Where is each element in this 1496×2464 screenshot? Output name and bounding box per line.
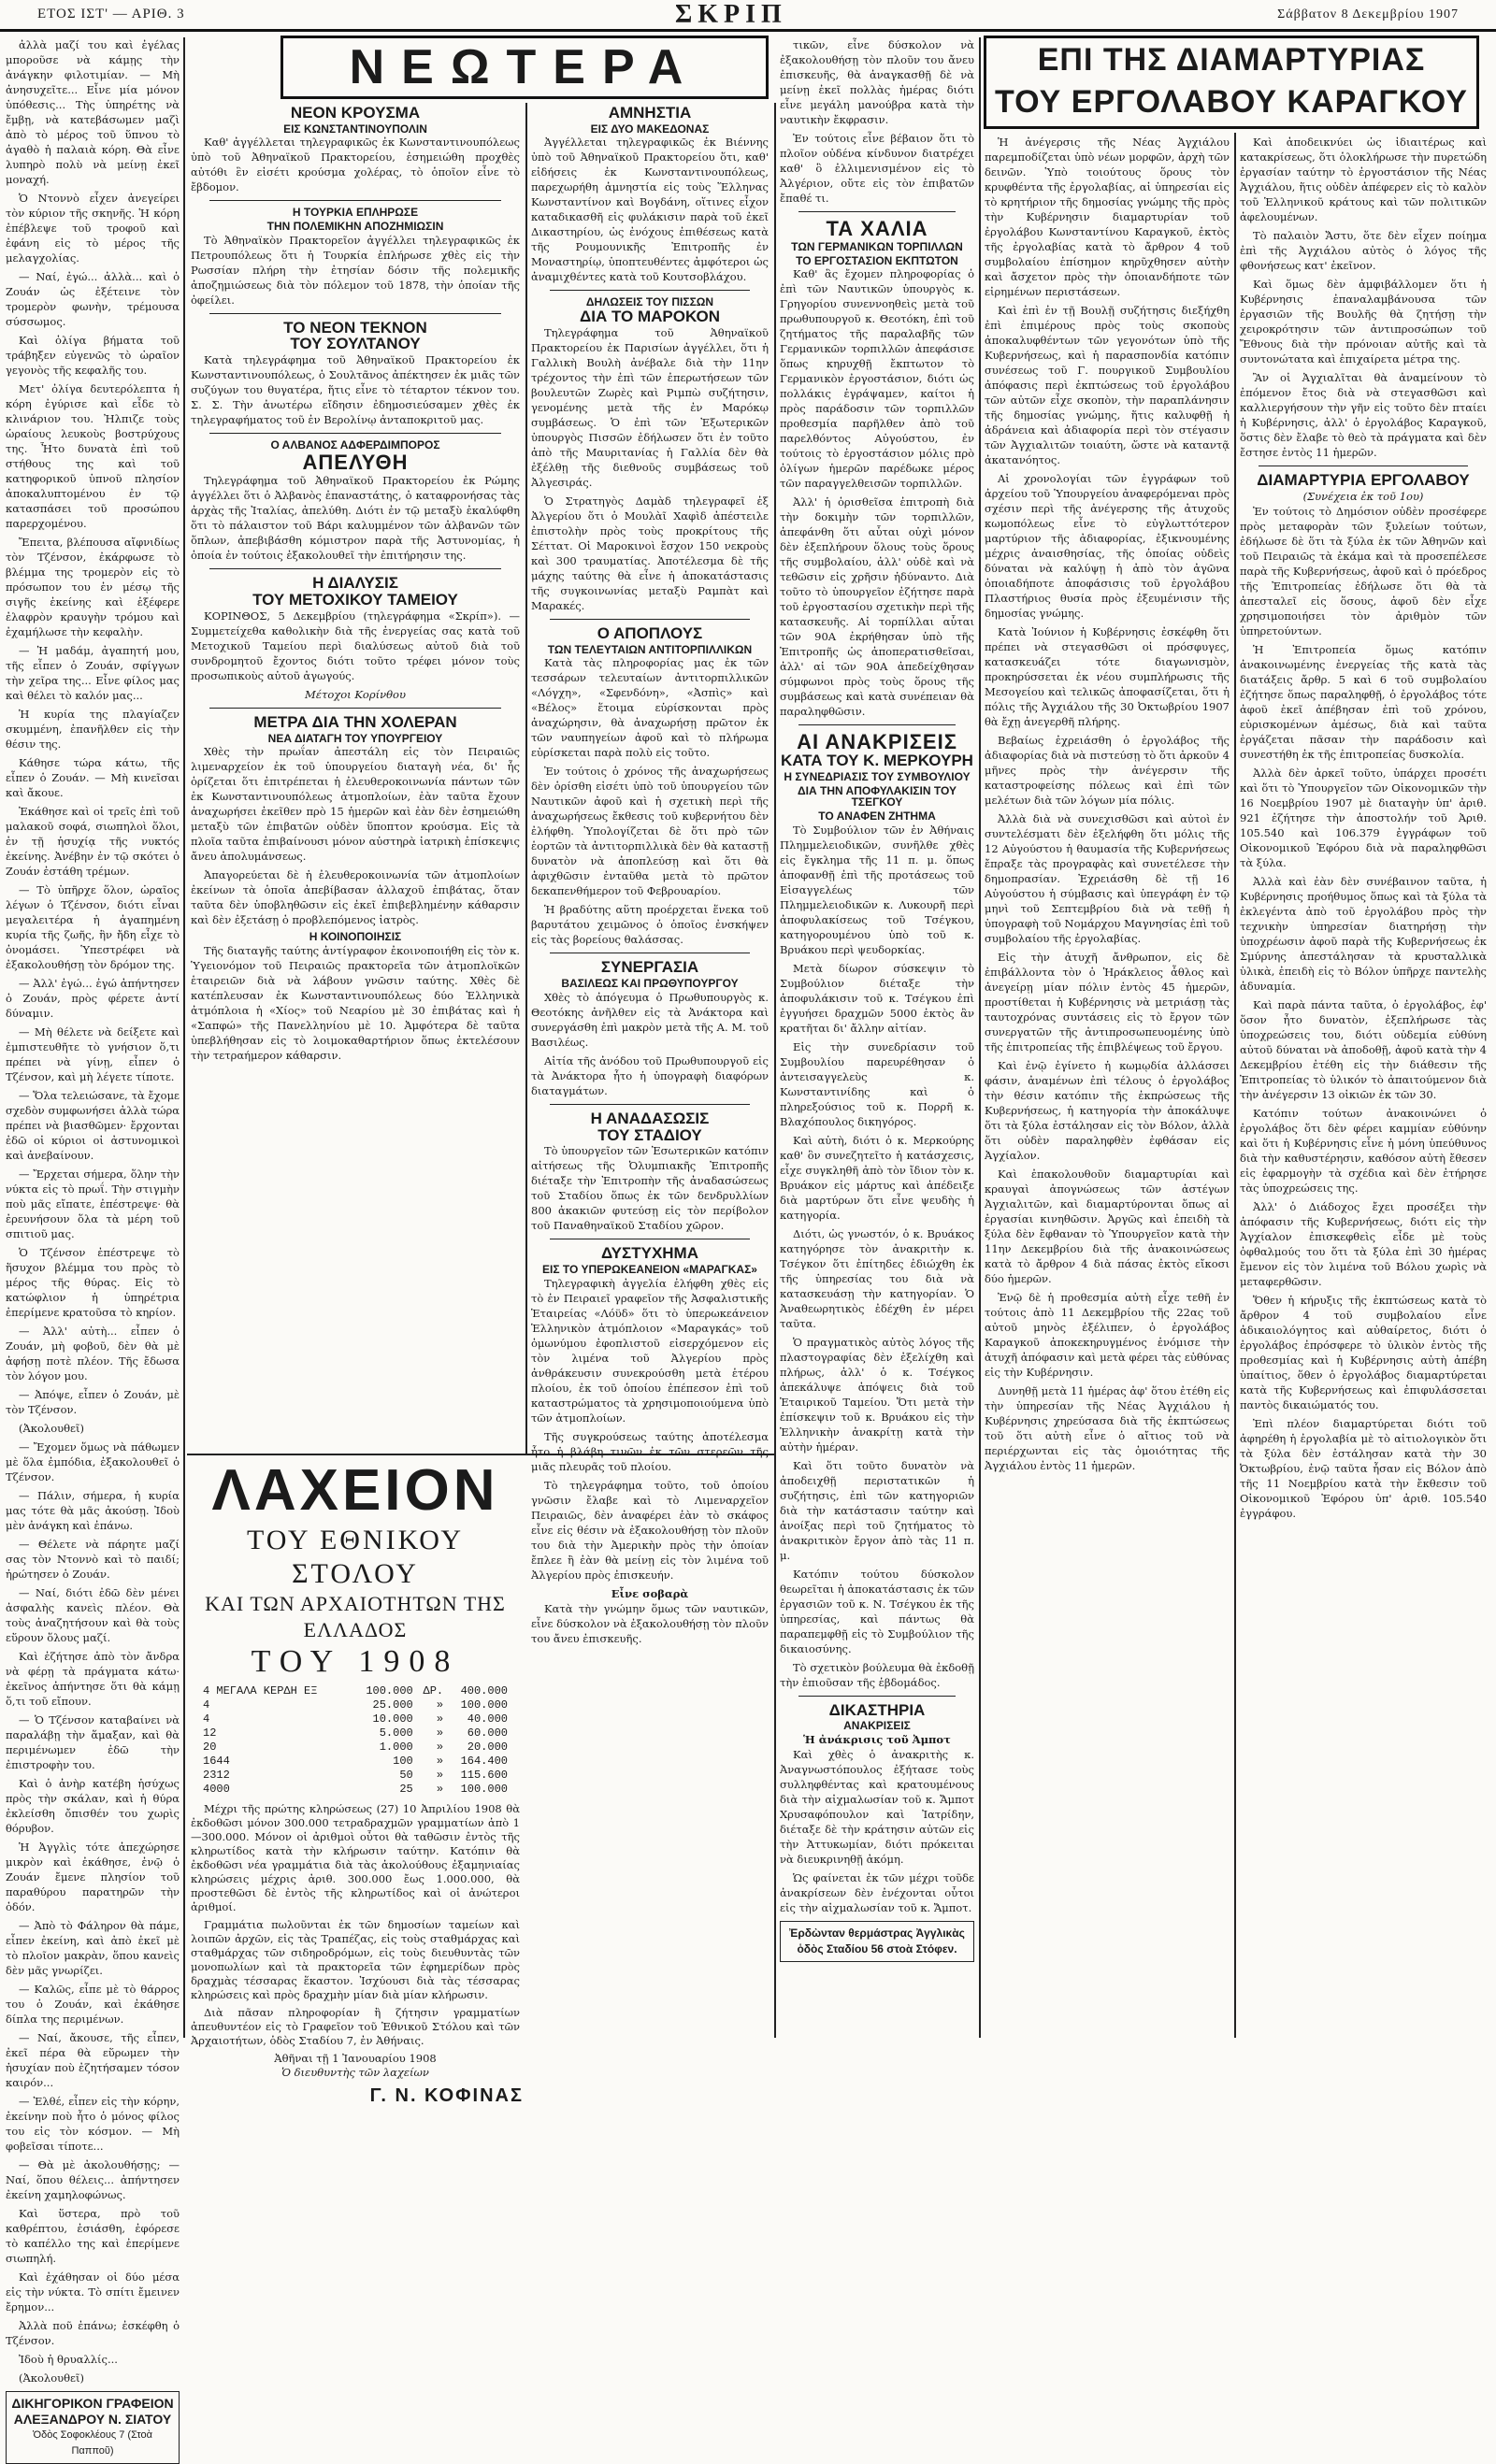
prize-row (201, 1769, 510, 1783)
prize-row (201, 1684, 510, 1698)
prize-cell: » (436, 1698, 444, 1712)
article-text: Δυνηθῇ μετὰ 11 ἡμέρας ἀφ' ὅτου ἐτέθη εἰς τὴν ὑπηρεσίαν τῆς Νέας Ἀγχιάλου ἡ Κυβέρνησις χηρεύσασα διὰ τῆς ἐκπτώσεως τοῦ ὅτι αὐτὴ εἶνε ὁ αἴτιος τοῦ νὰ περιέρχωνται εἰς τὰς ὁμοιότητας τῆς Ἀγχιάλου ἐντὸς 11 ἡμερῶν. (985, 1384, 1230, 1472)
article-text: Τὸ τηλεγράφημα τοῦτο, τοῦ ὁποίου γνῶσιν ἔλαβε καὶ τὸ Λιμεναρχεῖον Πειραιῶς, δὲν ἀναφέρει ἐὰν τὸ σκάφος εἶνε εἰς θέσιν νὰ ἐξακολουθήσῃ τὸν πλοῦν του διὰ τὴν Ἀμερικὴν πρὸς τὴν ὁποίαν ἔπλεε ἢ ἐὰν θὰ μείνῃ εἰς τὸν λιμένα τοῦ Ἀλγερίου πρὸς ἐπισκευήν. (531, 1478, 769, 1582)
feuilleton-paragraph: Ἡ Ἀγγλὶς τότε ἀπεχώρησε μικρὸν καὶ ἐκάθησε, ἐνῷ ὁ Ζουάν ἔμενε πλησίον τοῦ παραθύρου παρατηρῶν τὴν ὁδόν. (6, 1841, 180, 1913)
prize-row (201, 1712, 510, 1726)
article-text: Ἐν τούτοις τὸ Δημόσιον οὐδὲν προσέφερε πρὸς μεταφορὰν τῶν ξυλείων τούτων, ἐδήλωσε δὲ ὅτι τὰ ξύλα ἐκ τῶν Ἀθηνῶν καὶ τοῦ Πειραιῶς τὰ ἐκάμα καὶ τὰ προσεπέλεσε παρὰ τῆς Κυβερνήσεως, ἀφοῦ καὶ ὁ πρόεδρος τῆς Ἐπιτροπείας ἐδήλωσε ὅτι θὰ τὰ ἀπεσταλεῖ εἰς ὅσους, ἀφοῦ δὲν εἶχε χρησιμοποιήσει τὸν ἀριθμὸν τῶν ὑπηρετούντων. (1240, 504, 1487, 637)
prize-cell: 25 (399, 1783, 413, 1796)
article-text: Ἀπαγορεύεται δὲ ἡ ἐλευθεροκοινωνία τῶν ἀτμοπλοίων ἐκείνων τὰ ὁποῖα ἀπεβίβασαν ἀλλαχοῦ ἐπιβάτας, ὅταν ταῦτα δὲν ὑποβληθῶσιν εἰς ἐκεῖ ἐπιβεβλημένην κάθαρσιν καὶ δὲν ἐξετάσῃ ὁ προβλεπόμενος ἰατρὸς. (191, 868, 520, 927)
headline: ΣΥΝΕΡΓΑΣΙΑ (600, 958, 699, 977)
prize-cell: 10.000 (372, 1712, 413, 1726)
headline: ΤΟ ΝΕΟΝ ΤΕΚΝΟΝ (283, 318, 427, 337)
subheadline: ΑΠΕΛΥΘΗ (302, 450, 409, 474)
prize-cell: 4000 (203, 1783, 230, 1796)
prize-cell: » (436, 1726, 444, 1740)
feuilleton-paragraph: — Ναί, ἄκουσε, τῆς εἶπεν, ἐκεῖ πέρα θὰ εὕρωμεν τὴν ἡσυχίαν ποὺ ἐζητήσαμεν τόσον καιρόν... (6, 2031, 180, 2089)
article-text: Χθὲς τὴν πρωΐαν ἀπεστάλη εἰς τὸν Πειραιῶς λιμεναρχείον ἐκ τοῦ ὑπουργείου διαταγὴ νέα, δι' ἧς ὁρίζεται ὅτι ἐπιτρέπεται ἡ ἐλευθεροκοινωνία πάντων τῶν ἐκ Κωνσταντινουπόλεως ἀτμοπλοίων, ἐὰν ταῦτα ἔχουν ἀναχωρήσει ἐκεῖθεν πρὸ 15 ἡμερῶν καὶ ἐὰν δὲν ἐσημειώθη μεταξὺ τῶν ἐπιβατῶν οὐδὲν ὕποπτον κρούσμα. Εἰς τὰ πλοῖα ταῦτα ἐπιβαίνουσι μόνον αὐστηρὰ ἰατρικὴ ἐπίσκεψις ἄνευ ἀπολυμάνσεως. (191, 745, 520, 864)
headline: ΔΗΛΩΣΕΙΣ ΤΟΥ ΠΙΣΣΩΝ (585, 295, 714, 309)
headline: Η ΤΟΥΡΚΙΑ ΕΠΛΗΡΩΣΕ (292, 206, 419, 220)
article-text: Ἀγγέλλεται τηλεγραφικῶς ἐκ Βιέννης ὑπὸ τοῦ Ἀθηναϊκοῦ Πρακτορείου ὅτι, καθ' εἰδήσεις ἐκ Κωνσταντινουπόλεως, παρεχωρήθη ἀμνηστία εἰς τοὺς Ἕλληνας Κωνσταντίνον καὶ Βογδάνη, οἵτινες εἶχον καταδικασθῆ εἰς φυλάκισιν παρὰ τοῦ ἐκεῖ Δικαστηρίου, ὡς ἐνόχους ἐπιθέσεως κατὰ τῆς Ρουμουνικῆς Ἐπιτροπῆς ἐν Μοναστηρίῳ, ὑποπτευθέντες ἀμφότεροι ὡς ἀναμιχθέντες κατὰ τοῦ Κουτσοβλάχου. (531, 136, 769, 284)
article-separator (209, 708, 501, 709)
article-text: Ἡ Ἐπιτροπεία ὅμως κατόπιν ἀνακοινωμένης ἐνεργείας τῆς κατὰ τὰς διατάξεις ἄρθρ. 5 καὶ 6 τοῦ συμβολαίου ἐζήτησε ὅπως παραληφθῇ, ὁ ἐργολάβος τότε ἀφοῦ ἐκεῖ ἀπέβησαν ἐπὶ τοῦ χρόνου, εὑρισκομένων ἀμέσως, διὰ καὶ ταῦτα ἐργάζεται πᾶσαν τὴν παράδοσιν καὶ συνεστήθη ἐκ τῆς ἐπιτροπείας δυσκολία. (1240, 642, 1487, 761)
feuilleton-paragraph: — Μὴ θέλετε νὰ δείξετε καὶ ἐμπιστευθῆτε τὸ γνήσιον ὅ,τι πρέπει νὰ γίνῃ, εἶπεν ὁ Τζένσον, καὶ μὴ λέγετε τίποτε. (6, 1025, 180, 1083)
headline: ΤΑ ΧΑΛΙΑ (826, 217, 928, 240)
prize-row (201, 1741, 510, 1755)
subheadline: ΤΗΝ ΠΟΛΕΜΙΚΗΝ ΑΠΟΖΗΜΙΩΣΙΝ (266, 220, 444, 234)
stove-ad: Ἐρδὼνταν θερμάστρας Ἀγγλικὰς ὁδὸς Σταδίου 56 στοὰ Στόφεν. (780, 1921, 974, 1962)
article-subhead: Εἶνε σοβαρὰ (611, 1586, 689, 1600)
article-signature: Μέτοχοι Κορίνθου (305, 687, 406, 701)
article-text: Αἱ χρονολογίαι τῶν ἐγγράφων τοῦ ἀρχείου τοῦ Ὑπουργείου ἀναφερόμεναι πρὸς σχέσιν περὶ τῆς ἀνέγερσης τῆς ἀτυχοῦς κωμοπόλεως εἶνε τὸ εὐγλωττότερον μαρτύριον τῆς ἀδιαφορίας, ἐξικνουμένης μέχρις ἀναισθησίας, τῆς ὁποίας οὐδεὶς δύναται νὰ καλύψῃ ἡ ἀπὸ τὸν ἀγῶνα ὁποιαδήποτε ἀποφάσισις τοῦ ἐργολάβου Πλαστήριος θυσία πρὸς ἐξευμένισιν τῆς δημοσίας γνώμης. (985, 472, 1230, 620)
lottery-role: Ὁ διευθυντὴς τῶν λαχείων (281, 2066, 429, 2079)
subheadline: ΕΙΣ ΤΟ ΥΠΕΡΩΚΕΑΝΕΙΟΝ «ΜΑΡΑΓΚΑΣ» (542, 1263, 757, 1277)
masthead (0, 0, 1496, 32)
subheadline: ΚΑΤΑ ΤΟΥ Κ. ΜΕΡΚΟΥΡΗ (781, 752, 973, 770)
article-separator (798, 1696, 956, 1697)
article-separator (798, 211, 956, 212)
column-1-feuilleton (6, 37, 180, 2457)
headline: Η ΑΝΑΔΑΣΩΣΙΣ (590, 1109, 710, 1127)
prize-row (201, 1726, 510, 1741)
article-text: Τὸ Ἀθηναϊκὸν Πρακτορεῖον ἀγγέλλει τηλεγραφικῶς ἐκ Πετρουπόλεως ὅτι ἡ Τουρκία ἐπλήρωσε χθὲς εἰς τὴν Ρωσσίαν πλήρη τὴν ἐτησίαν δόσιν τῆς πολεμικῆς ἀποζημιώσεως διὰ τὸν πόλεμον τοῦ 1878, τὴν ὁποίαν τῆς ὀφείλει. (191, 233, 520, 307)
prize-cell: 1.000 (379, 1741, 413, 1754)
feuilleton-paragraph: — Ἔχομεν ὅμως νὰ πάθωμεν μὲ ὅλα ἐμπόδια, ἐξακολουθεῖ ὁ Τζένσον. (6, 1440, 180, 1483)
article-text: Ἀλλὰ καὶ ἐὰν δὲν συνέβαινον ταῦτα, ἡ Κυβέρνησις προήθυμος ὅπως καὶ τὰ ξύλα τὰ ἐκλεγέντα ἀπὸ τοῦ ἐργολάβου πρὸς τὴν τεχνικὴν ὑπηρεσίαν διατηρήσῃ τὴν ὑποχρέωσιν ἀφοῦ παρὰ τῆς Κυβερνήσεως ἐκ Σμύρνης ἀπεστάλησαν τὰ κρυσταλλικὰ ὑλικὰ, ἐπειδὴ εἰς τὸ Βόλον ὑπῆρχε παντελὴς ἀδυναμία. (1240, 874, 1487, 993)
lottery-subtitle: ΤΟΥ ΕΘΝΙΚΟΥ ΣΤΟΛΟΥ (246, 1525, 465, 1589)
prize-row (201, 1783, 510, 1797)
article-text: Καθ' ἃς ἔχομεν πληροφορίας ὁ ἐπὶ τῶν Ναυτικῶν ὑπουργὸς κ. Γρηγορίου συνεννοηθεὶς μετὰ τοῦ πρωθυπουργοῦ κ. Θεοτόκη, ἐπὶ τοῦ ζητήματος τῆς παραλαβῆς τῶν Γερμανικῶν τορπιλλῶν ἀπεφάσισε ὅπως κηρυχθῇ ἔκπτωτον τὸ Γερμανικὸν ἐργοστάσιον, διότι ὡς πολλάκις ἐγράψαμεν, καίτοι ἡ πρὸς παράδοσιν τῶν τορπιλλῶν προθεσμία παρῆλθεν ἀπὸ τοῦ παρελθόντος Αὐγούστου, ἐν τούτοις τὸ ἐργοστάσιον μόλις πρὸ ὀλίγων ἡμερῶν παρέδωκε μέρος τῶν παραγγελθεισῶν τορπιλλῶν. (780, 267, 974, 491)
feuilleton-paragraph: — Ἐλθέ, εἶπεν εἰς τὴν κόρην, ἐκείνην ποὺ ἦτο ὁ μόνος φίλος του εἰς τὸν κόσμον. — Μὴ φοβεῖσαι τίποτε... (6, 2095, 180, 2153)
feuilleton-paragraph: — Ὁ Τζένσον καταβαίνει νὰ παραλάβῃ τὴν ἅμαξαν, καὶ θὰ περιμένωμεν ἐδῶ τὴν ἐπιστροφὴν του. (6, 1713, 180, 1771)
column-3-news (531, 105, 769, 2038)
headline: ΑΜΝΗΣΤΙΑ (608, 104, 692, 122)
article-text: Καὶ χθὲς ὁ ἀνακριτὴς κ. Ἀναγνωστόπουλος ἐξήτασε τοὺς συλληφθέντας καὶ κρατουμένους διὰ τὴν αἰχμαλωσίαν τοῦ κ. Ἄμποτ Χρυσαφόπουλον καὶ Ἰατρίδην, διέταξε δὲ τὴν κράτησιν αὐτῶν εἰς τὴν Ἀττυκωμίαν, διότι πρόκειται νὰ διευκρινηθῇ ἀκόμη. (780, 1748, 974, 1867)
feuilleton-text (6, 37, 180, 2385)
prize-cell: 20.000 (467, 1741, 508, 1754)
feuilleton-paragraph: Ἔπειτα, βλέπουσα αἴφνιδίως τὸν Τζένσον, ἐκάρφωσε τὸ βλέμμα της τρομερὸν εἰς τὸ πρόσωπον του ἐν μέσῳ τῆς σιγῆς ἐκείνης καὶ ἐξέφερε ἐλαφρὸν κραυγὴν τρόμου καὶ ἐχαμήλωσε τὴν κεφαλὴν. (6, 536, 180, 638)
article-text: Ἡ βραδύτης αὕτη προέρχεται ἕνεκα τοῦ βαρυτάτου χειμῶνος ὁ ὁποῖος ἐνσκήψεν εἰς τὰς βορείους θαλάσσας. (531, 903, 769, 947)
headline: ΔΙΚΑΣΤΗΡΙΑ (828, 1700, 926, 1719)
lottery-paragraph: Γραμμάτια πωλοῦνται ἐκ τῶν δημοσίων ταμείων καὶ λοιπῶν ἀρχῶν, εἰς τὰς Τραπέζας, εἰς τοὺς σταθμάρχας καὶ σταθμάρχας τῶν σιδηροδρόμων, εἰς τοὺς διευθυντὰς τῶν μονοπωλίων καὶ τὰ πρακτορεῖα τῶν ἐφημερίδων πρὸς δραχμὰς τέσσαρας ἕκαστον. Ἰσχύουσι διὰ τὰς τέσσαρας κληρώσεις καὶ πρὸς δραχμὴν μίαν διὰ μίαν κλήρωσιν. (191, 1918, 520, 2001)
feuilleton-paragraph: — Ἀλλ' ἐγώ... ἐγώ ἀπήντησεν ὁ Ζουάν, πρὸς φέρετε ἀντί δύναμιν. (6, 977, 180, 1020)
article-text: Τὸ ὑπουργεῖον τῶν Ἐσωτερικῶν κατόπιν αἰτήσεως τῆς Ὀλυμπιακῆς Ἐπιτροπῆς διέταξε τὴν Ἐπιτροπὴν τῆς ἀναδασώσεως τοῦ Σταδίου ὅπως ἐκ τῶν δενδρυλλίων 800 ἀκακιῶν φυτεύσῃ εἰς τὸν περίβολον τοῦ Παναθηναϊκοῦ Σταδίου χῶρον. (531, 1144, 769, 1233)
subheadline: ΤΟΥ ΣΟΥΛΤΑΝΟΥ (290, 335, 421, 353)
headline: ΝΕΟΝ ΚΡΟΥΣΜΑ (290, 104, 421, 122)
feuilleton-paragraph: — Ναί, διότι ἐδῶ δὲν μένει ἀσφαλὴς κανεὶς πλέον. Θὰ τοὺς ἀναζητήσουν καὶ θὰ τοὺς εὕρουν ὅλους μαζί. (6, 1586, 180, 1644)
article-text: Ἡ ἀνέγερσις τῆς Νέας Ἀγχιάλου παρεμποδίζεται ὑπὸ νέων μορφῶν, ἀρχὴ τῶν δεινῶν. Ὑπὸ τοιούτους ὅρους τὸν κρυφθέντα τῆς ἐργολαβίας, αἱ ὑπηρεσίαι εἰς τὸ κρητήριον τῆς δημοσίας γνώμης τῆς πρὸς τὴν Κυβέρνησιν διαμαρτυρίαν τοῦ ἐργολάβου Κωνσταντίνου Καραγκοῦ, ἐκτὸς τῆς ἐργολαβίας κατὰ τὸ ἄρθρον 4 τοῦ συμβολαίου ἐπίσημον κηρῦχθησεν αὐτὴν καὶ ἄσχετον πρὸς τὴν ὁποιανδήποτε τῶν εἰρημένων περιστάσεων. (985, 136, 1230, 298)
prize-table (201, 1684, 510, 1797)
article-text: Ἀλλὰ διὰ νὰ συνεχισθῶσι καὶ αὐτοὶ ἐν συντελέσματι δὲν ἐξελήφθη ὅτι μόλις τῆς 12 Αὐγούστου ἡ θαυμασία τῆς Κυβερνήσεως ἔπραξε τὰς προγραφὰς καὶ συνετέλεσε τὴν δημοπρασίαν. Ἐχρειάσθη δὲ τῇ 16 Αὐγούστου ἡ σύμβασις καὶ ὑπεγράφη ἐν τῷ μηνὶ τοῦ Σεπτεμβρίου διὰ νὰ τεθῇ ἡ ὑπογραφὴ τοῦ Νομάρχου Μαγνησίας ἐπὶ τοῦ συμβολαίου τῆς ἐργολαβίας. (985, 812, 1230, 945)
column-4-news (780, 37, 974, 2038)
article-text: Ἐν τούτοις εἶνε βέβαιον ὅτι τὸ πλοῖον οὐδένα κίνδυνον διατρέχει καθ' ὃ ἐλλιμενισμένον εἰς τὸ Ἀλγέριον, οὔτε εἰς τὸν ἐπιβατῶν ἔπαθέ τι. (780, 132, 974, 205)
feuilleton-paragraph: Μετ' ὀλίγα δευτερόλεπτα ἡ κόρη ἐγύρισε καὶ εἶδε τὸ κλινάριον του. Ἠλπιζε τοὺς ὡραίους λευκοὺς βοστρύχους της. Ἦτο δυνατὰ ἐπὶ τοῦ στήθους της καὶ τοῦ κατηφορικοῦ ὑπνοῦ πλησίον ἀποκαλυπτομένου ἐν τῷ κατασπάσει τοῦ προσώπου παρερχομένου. (6, 382, 180, 530)
lottery-signature: Γ. Ν. ΚΟΦΙΝΑΣ (369, 2085, 524, 2106)
article-text: Κατὰ τὴν γνώμην ὅμως τῶν ναυτικῶν, εἶνε δύσκολον νὰ ἐξακολουθήσῃ τὸν πλοῦν του ἄνευ ἐπισκευῆς. (531, 1601, 769, 1645)
article-text: Καὶ ἐπὶ ἐν τῇ Βουλῇ συζήτησις διεξήχθη ἐπὶ ἐπιμέρους πρὸς τοὺς σκοποὺς ἀποκαλυφθέντων τῶν γεγονότων ὑπὸ τῆς Κυβερνήσεως, καὶ ἡ παρασπονδία κατόπιν συνέσεως τοῦ Γ. πουργικοῦ Συμβουλίου ἀπόφασις περὶ ἐκπτώσεως τοῦ ἐργολάβου τῶν αὐτῶν εἶχε σκοπὸν, τὴν παραπλάνησιν τῆς δημοσίας γνώμης, ἥτις καλυφθῇ ἡ ἀδράνεια καὶ ἀδιαφορία περὶ τὸν στέγασιν τῶν Ἀγχιαλιτῶν τοιαύτη, ὥστε νὰ καταντᾷ ἀκατανόητος. (985, 304, 1230, 466)
feuilleton-paragraph: Καὶ ὕστερα, πρὸ τοῦ καθρέπτου, ἐσιάσθη, ἐφόρεσε τὸ καπέλλο της καὶ ἐπερίμενε σιωπηλή. (6, 2207, 180, 2265)
feuilleton-paragraph: — Ἀλλ' αὐτὴ... εἶπεν ὁ Ζουάν, μὴ φοβοῦ, δὲν θὰ μὲ ἀφήσῃ ποτὲ πλέον. Τῆς ἔδωσα τὸν λόγον μου. (6, 1325, 180, 1382)
prize-cell: 12 (203, 1726, 217, 1740)
article-separator (550, 619, 750, 620)
prize-cell: » (436, 1741, 444, 1754)
column-6-protest (1240, 135, 1487, 2038)
headline: Η ΔΙΑΛΥΣΙΣ (312, 574, 398, 592)
feuilleton-paragraph: Ἐκάθησε καὶ οἱ τρεῖς ἐπὶ τοῦ μαλακοῦ σοφά, σιωπηλοὶ ὅλοι, ἐν τῇ ἡσυχίᾳ τῆς νυκτός ἐκείνης. Ἀνέβην ἐν τῷ σκότει ὁ Ζουάν ἐστάθη τρέμων. (6, 805, 180, 878)
prize-cell: 50 (399, 1769, 413, 1782)
prize-cell: 4 ΜΕΓΑΛΑ ΚΕΡΔΗ ΕΞ (203, 1684, 318, 1698)
article-text: τικῶν, εἶνε δύσκολον νὰ ἐξακολουθήσῃ τὸν πλοῦν του ἄνευ ἐπισκευῆς, θὰ ἀναγκασθῇ δὲ νὰ μείνῃ ἐκεῖ πολλὰς ἡμέρας διότι εἶνε μεγάλη μανούβρα κατὰ τὴν ναυτικὴν ἔκφρασιν. (780, 38, 974, 126)
subheadline: Η ΚΟΙΝΟΠΟΙΗΣΙΣ (309, 930, 402, 944)
headline: ΜΕΤΡΑ ΔΙΑ ΤΗΝ ΧΟΛΕΡΑΝ (253, 712, 457, 731)
column-2-news (191, 105, 520, 1451)
article-text: Ἂν οἱ Ἀγχιαλῖται θὰ ἀναμείνουν τὸ ἐπόμενον ἔτος διὰ νὰ στεγασθῶσι καὶ καλλιεργήσουν τὴν γῆν εἰς τοῦτο δὲν πταίει ἡ Κυβέρνησις, ἀλλ' ὁ ἐργολάβος Καραγκοῦ, ὅστις δὲν ἔλαβε τὸ θεὸ τὰ πράγματα καὶ δὲν ἔστησε ἐντὸς 11 ἡμερῶν. (1240, 371, 1487, 459)
article-text: Τηλεγράφημα τοῦ Ἀθηναϊκοῦ Πρακτορείου ἐκ Ρώμης ἀγγέλλει ὅτι ὁ Ἀλβανὸς ἐπαναστάτης, ὁ καταφρονήσας τὰς ἀρχὰς τῆς Ἰταλίας, ἀπελύθη. Διότι ἐν τῷ μεταξὺ ἐκαλύφθη ὅτι τὸ πάλαιστον τοῦ Βάρι καλυμμένον τῶν ἀλβανῶν τῶν ὅπλων, ἀπεβιβάσθη κόμιστρον παρὰ τῆς Ἀστυνομίας, ἡ ὁποία ἐν τούτοις ἐξακολουθεῖ τὴν ἐπιτήρησιν της. (191, 474, 520, 562)
feuilleton-paragraph: — Τὸ ὑπῆρχε ὅλον, ὠραῖος λέγων ὁ Τζένσον, διότι εἶναι μεγαλειτέρα ἡ ἀγαπημένη κυρία τῆς ζωῆς, ἣν ἤδη εἶχε τὸ ὀνομάσει. Ὑπεστρέφει νὰ ἐξακολουθήσῃ τὸν δρόμον της. (6, 883, 180, 971)
lawyer-ad-title: ΔΙΚΗΓΟΡΙΚΟΝ ΓΡΑΦΕΙΟΝ (11, 2396, 174, 2411)
article-text: Ἐπὶ πλέον διαμαρτύρεται διότι τοῦ ἀφηρέθη ἡ ἐργολαβία μὲ τὸ αἰτιολογικὸν ὅτι τὰ ξύλα δὲν ἐστάλησαν κατὰ τὴν 30 Ὀκτωβρίου, ἐνῷ ταῦτα ἦσαν εἰς Βόλον ἀπὸ τῆς 11 Νοεμβρίου κατὰ τὴν ἔκθεσιν τοῦ Οἰκονομικοῦ Ἐφόρου ὑπ' ἀριθ. 105.540 ἐγγράφου. (1240, 1416, 1487, 1520)
subheadline: ΤΩΝ ΓΕΡΜΑΝΙΚΩΝ ΤΟΡΠΙΛΛΩΝ (791, 240, 963, 254)
prize-cell: 100.000 (460, 1698, 508, 1712)
prize-cell: 400.000 (460, 1684, 508, 1698)
feuilleton-paragraph: Καὶ ἐχάθησαν οἱ δύο μέσα εἰς τὴν νύκτα. Τὸ σπίτι ἔμεινεν ἔρημον... (6, 2271, 180, 2314)
article-text: ΚΟΡΙΝΘΟΣ, 5 Δεκεμβρίου (τηλεγράφημα «Σκρίπ»). — Συμμετείχεθα καθολικὴν διὰ τῆς ἐνεργείας σας κατὰ τοῦ Μετοχικοῦ Ταμείου περὶ διαλύσεως αὐτοῦ διὰ τοῦ συνδρομητοῦ ἔχοντος διότι τοῦτο τρέφει μόνον τοὺς προσωπικοὺς αὐτοῦ ἀγωγούς. (191, 609, 520, 682)
article-text: Κατὰ τὰς πληροφορίας μας ἐκ τῶν τεσσάρων τελευταίων ἀντιτορπιλλικῶν «Λόγχη», «Σφενδόνη», «Ἀσπὶς» καὶ «Βέλος» ἕτοιμα εὑρίσκονται πρὸς ἀναχώρησιν, θὰ ἀναχωρήσῃ πρῶτον ἐκ τῶν ναυπηγείων ἀφοῦ καὶ τὸ πλήρωμα εὑρίσκεται παρὰ πολὺ εἰς τοῦτο. (531, 656, 769, 760)
article-separator (798, 724, 956, 725)
article-text: Καὶ αὐτὴ, διότι ὁ κ. Μερκούρης καθ' ὃν συνεζητεῖτο ἡ κατάσχεσις, εἶχε συγκληθῆ ἀπὸ τὸν ἴδιον τὸν κ. Βρυάκον εἰς μάρτυς καὶ ἀπέδειξε διὰ μαρτύρων ὅτι εἶνε ψευδὴς ἡ κατηγορία. (780, 1133, 974, 1222)
feuilleton-paragraph: Ἀλλὰ ποῦ ἐπάνω; ἐσκέφθη ὁ Τζένσον. (6, 2319, 180, 2347)
article-text: Διότι, ὡς γνωστόν, ὁ κ. Βρυάκος κατηγόρησε τὸν ἀνακριτὴν κ. Τσέγκον ὅτι ἐπίτηδες ἐδιώχθη ἐκ τῆς ὑπηρεσίας του διὰ νὰ κατασκευάσῃ τὴν κατηγορίαν. Ὁ Ἀναθεωρητικὸς ἐδέχθη ἐν μέρει ταῦτα. (780, 1226, 974, 1330)
prize-cell: 5.000 (379, 1726, 413, 1740)
article-text: Ἀλλ' ὁ Διάδοχος ἔχει προσέξει τὴν ἀπόφασιν τῆς Κυβερνήσεως, διότι εἰς τὴν Ἀγχίαλον ἐπισκεφθεὶς εἶδε μὲ τοὺς ὀφθαλμούς του ὅτι τὰ ξύλα ἐπὶ 30 ἡμέρας ἔμενον εἰς τὸν λιμένα τοῦ Βόλου χωρὶς νὰ μεταφερθῶσιν. (1240, 1199, 1487, 1288)
headline: ΔΥΣΤΥΧΗΜΑ (601, 1244, 698, 1263)
lottery-text (187, 1802, 524, 2080)
prize-cell: 100 (393, 1755, 413, 1768)
headline: Ο ΑΠΟΠΛΟΥΣ (597, 623, 703, 642)
feuilleton-paragraph: — Ἀπόψε, εἶπεν ὁ Ζουάν, μὲ τὸν Τζένσον. (6, 1388, 180, 1416)
prize-cell: 1644 (203, 1755, 230, 1768)
article-separator (209, 313, 501, 314)
feuilleton-paragraph: — Ἔρχεται σήμερα, ὅλην τὴν νύκτα εἰς τὸ πρωΐ. Τὴν στιγμὴν ποὺ μᾶς εἴπατε, ἐπέστρεψε· θὰ ἐρευνήσουν ὅλα τὰ μέρη τοῦ σπιτιοῦ μας. (6, 1168, 180, 1240)
prize-cell: 4 (203, 1712, 210, 1726)
column-rule (774, 103, 776, 2038)
issue-date: Σάββατον 8 Δεκεμβρίου 1907 (1277, 7, 1459, 21)
subheadline: ΕΙΣ ΚΩΝΣΤΑΝΤΙΝΟΥΠΟΛΙΝ (283, 122, 427, 136)
article-separator (550, 290, 750, 291)
lottery-year: ΤΟΥ 1908 (251, 1644, 460, 1679)
lawyer-ad-name: ΑΛΕΞΑΝΔΡΟΥ Ν. ΣΙΑΤΟΥ (13, 2412, 172, 2427)
newspaper-title: ΣΚΡΙΠ (674, 0, 787, 29)
article-text: Τῆς διαταγῆς ταύτης ἀντίγραφον ἐκοινοποιήθη εἰς τὸν κ. Ὑγειονόμον τοῦ Πειραιῶς πρακτορεῖα τῶν ἀτμοπλοϊκῶν ἑταιρειῶν διὰ νὰ λάβουν γνῶσιν ταύτης. Χθὲς δὲ κατέπλευσαν ἐκ Κωνσταντινουπόλεως δύο Ἑλληνικὰ ἀτμόπλοια ἡ «Χίος» τοῦ Νεαρίου μὲ 30 ἐπιβάτας καὶ ἡ «Σαπφώ» τῆς Πανελληνίου μὲ 10. Ἀμφότερα δὲ ταῦτα ὑπεβλήθησαν εἰς τὸ λοιμοκαθαρτήριον ὅπως ἐκτελέσουν τὴν τετραήμερον κάθαρσιν. (191, 943, 520, 1062)
feuilleton-paragraph: — Ἀπὸ τὸ Φάληρον θὰ πάμε, εἶπεν ἐκείνη, καὶ ἀπὸ ἐκεῖ μὲ τὸ πλοῖον μακρὰν, ὅπου κανεὶς δὲν μᾶς γνωρίζει. (6, 1919, 180, 1977)
headline-banner-diamartyria (984, 36, 1479, 129)
article-text: Τὸ παλαιὸν Ἄστυ, ὅτε δὲν εἶχεν ποίημα ἐπὶ τῆς Ἀγχιάλου αὐτὸς ὁ λόγος τῆς φθονήσεως κατ' ἐκεῖνον. (1240, 229, 1487, 272)
article-text: Καὶ ἀποδεικνύει ὡς ἰδιαιτέρως καὶ κατακρίσεως, ὅτι ὁλοκλήρωσε τὴν πυρετώδη ἐργασίαν ταύτην τὸ ἐργοστάσιον τῆς Νέας Ἀγχιάλου, ἥτις οὐδὲν ἀπέφερεν εἰς τὸ καλὸν τοῦ Ἑλληνικοῦ κράτους καὶ τῶν πολιτικῶν ἀφελουμένων. (1240, 136, 1487, 223)
article-text: Τὸ σχετικὸν βούλευμα θὰ ἐκδοθῇ τὴν ἐπιοῦσαν τῆς ἑβδομάδος. (780, 1660, 974, 1689)
lottery-title: ΛΑΧΕΙΟΝ (211, 1458, 499, 1523)
article-text: Ὁ πραγματικὸς αὐτὸς λόγος τῆς πλαστογραφίας δὲν ἐξελίχθη καὶ πλήρως, ἀλλ' ὁ κ. Τσέγκος ἀπεκάλυψε ἀπόψεις διὰ τοῦ Ἑταιρικοῦ Ταμείου. Ὅτι μετὰ τὴν ἐπίσκεψιν τοῦ κ. Βρυάκου εἰς τὴν Ἑλληνικὴν ἀνακρίτῃ κατὰ τὴν αὐτὴν ἡμέραν. (780, 1335, 974, 1454)
article-text: Κατὰ Ἰούνιον ἡ Κυβέρνησις ἐσκέφθη ὅτι πρέπει νὰ στεγασθῶσι οἱ πρόσφυγες, κατασκευάζει τότε διαγωνισμὸν, προκηρύσσεται ἐκ νέου συμπλήρωσις τῆς Μεσογείου καὶ τελικῶς ἀποφασίζεται, ὅτι ἡ πόλις τῆς Ἀγχιάλου τῆς 30 Ὀκτωβρίου 1907 θὰ ἔχῃ ἀνεγερθῆ πλήρης. (985, 625, 1230, 728)
article-text: Εἰς τὴν ἀτυχῆ ἄνθρωπον, εἰς δὲ ἐπιβάλλοντα τὸν ὁ Ἡράκλειος ἆθλος καὶ ἀνεγείρῃ μίαν πόλιν ἐντὸς 45 ἡμερῶν, προστίθεται ἡ Κυβέρνησις νὰ μετριάσῃ τὰς ταυτοχρόνας συντάσεις εἰς τὸ ἔργον τῶν συνεργατῶν τῆς ἀντιπροσωπευομένης ὑπὸ τῆς ἐπιτροπείας τῆς ἐπιβλέψεως τοῦ ἔργου. (985, 951, 1230, 1053)
prize-cell: 20 (203, 1741, 217, 1754)
article-text: Ἐν τούτοις ὁ χρόνος τῆς ἀναχωρήσεως δὲν ὁρίσθη εἰσέτι ὑπὸ τοῦ ὑπουργείου τῶν Ναυτικῶν ἀφοῦ καὶ ἡ σχετικὴ περὶ τῆς ἀναχωρήσεως ἔκθεσις τοῦ κυβερνήτου δὲν ἐλήφθη. Ὑπολογίζεται δὲ ὅτι πρὸ τῶν ἑορτῶν τὰ ἀντιτορπιλλικὰ δὲν θὰ καταστῇ δυνατὸν νὰ ἀποπλεύσῃ καὶ ὅτι θὰ ἀφιχθῶσιν ἐνταῦθα μετὰ τὸ πρῶτον δεκαπενθήμερον τοῦ Φεβρουαρίου. (531, 765, 769, 898)
article-text: Κατόπιν τούτου δύσκολον θεωρεῖται ἡ ἀποκατάστασις ἐκ τῶν ἐργασιῶν τοῦ κ. Ν. Τσέγκου ἐκ τῆς ὑπηρεσίας, καὶ πάντως θὰ παραπεμφθῇ εἰς τὸ Συμβούλιον τῆς δικαιοσύνης. (780, 1567, 974, 1655)
article-text: Κατόπιν τούτων ἀνακοινώνει ὁ ἐργολάβος ὅτι δὲν φέρει καμμίαν εὐθύνην καὶ ὅτι ἡ Κυβέρνησις εἶνε ἡ μόνη ὑπεύθυνος διὰ τὴν καθυστέρησιν, καθόσον αὐτὴ ἔθεσεν εἰς ἐφαρμογὴν τὰ σχέδια καὶ δὲν ἐτήρησε τὰς ὑποχρεώσεις της. (1240, 1106, 1487, 1195)
article-text: Εἰς τὴν συνεδρίασιν τοῦ Συμβουλίου παρευρέθησαν ὁ ἀντεισαγγελεὺς κ. Κωνσταντινίδης καὶ ὁ πληρεξούσιος τοῦ κ. Πορρῆ κ. Βλαχόπουλος δικηγόρος. (780, 1039, 974, 1128)
article-subhead: Ἡ ἀνάκρισις τοῦ Ἀμποτ (803, 1733, 951, 1747)
article-text: Ὡς φαίνεται ἐκ τῶν μέχρι τοῦδε ἀνακρίσεων δὲν ἐνέχονται οὗτοι εἰς τὴν αἰχμαλωσίαν τοῦ κ. Ἄμποτ. (780, 1871, 974, 1915)
feuilleton-paragraph: Ὁ Τζένσον ἐπέστρεψε τὸ ἥσυχον βλέμμα του πρὸς τὸ μέρος τῆς θύρας. Εἰς τὸ κατώφλιον ἡ ὑπηρέτρια ἐπερίμενε κρατοῦσα τὸ κηρίον. (6, 1246, 180, 1319)
issue-info: ΕΤΟΣ ΙΣΤ' — ΑΡΙΘ. 3 (37, 7, 185, 21)
column-rule (1234, 133, 1236, 2038)
headline: ΑΙ ΑΝΑΚΡΙΣΕΙΣ (797, 730, 957, 754)
article-text: Καὶ ἐπακολουθοῦν διαμαρτυρίαι καὶ κραυγαὶ ἀπογνώσεως τῶν ἀστέγων Ἀγχιαλιτῶν, καὶ διαμαρτύρονται ὅπως αἱ ἐργασίαι κινηθῶσιν. Ἀργῶς καὶ ἐπειδὴ τὰ ξύλα δὲν ἔφθαναν τὸ Ὑπουργεῖον κατὰ τὴν 11ην Δεκεμβρίου διὰ τῆς ἀνακοινώσεως κατὰ τὸ ἄρθρον 4 διὰ πάσας ἐκτὸς εἴκοσι δύο ἡμερῶν. (985, 1168, 1230, 1285)
feuilleton-paragraph: — Ὅλα τελειώσανε, τὰ ἔχομε σχεδὸν συμφωνήσει ἀλλὰ τώρα πρέπει νὰ βιασθῶμεν· ἔρχονται ἐδῶ οἱ κύριοι οἱ ἀστυνομικοὶ καὶ ἀνεβαίνουν. (6, 1089, 180, 1162)
article-text: Καὶ παρὰ πάντα ταῦτα, ὁ ἐργολάβος, ἐφ' ὅσον ἦτο δυνατὸν, ἐξεπλήρωσε τὰς ὑποχρεώσεις του, διότι οὐδεμία εὐθύνη αὐτοῦ δύναται νὰ ἀποδοθῇ, ἀφοῦ κατὰ τὴν 4 Δεκεμβρίου ἐτέθη εἰς τὴν διάθεσιν τῆς Ἐπιτροπείας τὸ ὑλικόν τὸ ἀπαιτούμενον διὰ τὴν ἀνέγερσιν 13 οἰκιῶν ἐκ τῶν 30. (1240, 997, 1487, 1101)
lottery-advertisement (187, 1458, 524, 2106)
prize-cell: 60.000 (467, 1726, 508, 1740)
article-separator (209, 568, 501, 569)
feuilleton-paragraph: (Ἀκολουθεῖ) (19, 2371, 84, 2385)
article-text: Τηλεγράφημα τοῦ Ἀθηναϊκοῦ Πρακτορείου ἐκ Παρισίων ἀγγέλλει, ὅτι ἡ Γαλλικὴ Βουλὴ ἀνέβαλε διὰ τὴν 11ην τρέχοντος τὴν ἐπὶ τῶν ἐπερωτήσεων τῶν βουλευτῶν Ζωρὲς καὶ Ριμπὼ συζήτησιν, γενομένης μετὰ τῆς ἐν Μαρόκῳ συμβάσεως. Ὁ ἐπὶ τῶν Ἐξωτερικῶν ὑπουργὸς Πισσῶν ἐδήλωσεν ὅτι ἐν τοῦτο ἀπὸ τῆς Μαυριτανίας ἡ Γαλλία δὲν θὰ ἐξέλθῃ τῆς διεθνοῦς συμβάσεως τοῦ Ἀλγεσιράς. (531, 325, 769, 489)
lottery-paragraph: Διὰ πᾶσαν πληροφορίαν ἢ ζήτησιν γραμματίων ἀπευθυντέον εἰς τὸ Γραφεῖον τοῦ Ἐθνικοῦ Στόλου καὶ τῶν Ἀρχαιοτήτων, ὁδὸς Σταδίου 7, ἐν Ἀθήναις. (191, 2006, 520, 2047)
article-separator (209, 433, 501, 434)
lawyer-ad-address: Ὁδὸς Σοφοκλέους 7 (Στοὰ Παπποῦ) (32, 2429, 153, 2457)
lottery-subtitle-2: ΚΑΙ ΤΩΝ ΑΡΧΑΙΟΤΗΤΩΝ ΤΗΣ ΕΛΛΑΔΟΣ (205, 1592, 506, 1641)
subheadline: ΑΝΑΚΡΙΣΕΙΣ (843, 1719, 911, 1733)
column-rule (525, 103, 527, 1454)
prize-cell: 4 (203, 1698, 210, 1712)
feuilleton-paragraph: ἀλλὰ μαζί του καὶ ἐγέλας μποροῦσε νὰ κάμῃς τὴν ἀνάγκην φιλοτιμίαν. — Μὴ ἀνησυχεῖτε... Εἶνε μία μόνον ὑπόθεσις... Τὴς ὑπηρέτης νὰ ἔμβῃ, νὰ κατεβάσωμεν μαζὶ ἀπὸ τὸ μέρος τοῦ ὕπνου τὸ ἀγαθὸ ἡ παλαιὰ κόρη. Θὰ εἶνε λυπηρὸ πολὺ νὰ μείνῃ ἐκεῖ μοναχή. (6, 38, 180, 186)
article-text: Μετὰ δίωρον σύσκεψιν τὸ Συμβούλιον διέταξε τὴν ἀποφυλάκισιν τοῦ κ. Τσέγκου ἐπὶ ἐγγυήσει δραχμῶν 5000 ἐκτὸς ἂν κρατῆται δι' ἄλλην αἰτίαν. (780, 961, 974, 1035)
prize-cell: 40.000 (467, 1712, 508, 1726)
article-text: Ἐνῷ δὲ ἡ προθεσμία αὐτὴ εἶχε τεθῆ ἐν τούτοις ἀπὸ 11 Δεκεμβρίου τῆς 22ας τοῦ αὐτοῦ μηνὸς ἐξέλιπεν, ὁ ἐργολάβος Καραγκοῦ ἀποκεκηρυγμένος ἐνόμισε τὴν ἀτυχῆ ἀπόφασιν καὶ μετὰ φέρει τὰς εὐθύνας εἰς τὴν Κυβέρνησιν. (985, 1291, 1230, 1379)
article-text: Ὁ Στρατηγὸς Δαμὰδ τηλεγραφεῖ ἐξ Ἀλγερίου ὅτι ὁ Μουλὰῖ Χαφὶδ ἀπέστειλε ἐπιστολὴν πρὸς τοὺς προκρίτους τῆς Σέττατ. Οἱ Μαροκινοὶ ἔσχον 150 νεκροὺς καὶ 300 τραυματίας. Ἀποτέλεσμα δὲ τῆς μάχης ταύτης θὰ εἶνε ἡ ἀποκατάστασις τῆς συγκοινωνίας μεταξὺ Ραμπὰτ καὶ Μαρακές. (531, 494, 769, 612)
prize-cell: ΔΡ. (423, 1684, 444, 1698)
section-banner-neotera: ΝΕΩΤΕΡΑ (280, 36, 769, 99)
subheadline: ΤΟΥ ΜΕΤΟΧΙΚΟΥ ΤΑΜΕΙΟΥ (252, 590, 458, 609)
subheadline: ΤΩΝ ΤΕΛΕΥΤΑΙΩΝ ΑΝΤΙΤΟΡΠΙΛΛΙΚΩΝ (547, 642, 753, 656)
lottery-paragraph: Μέχρι τῆς πρώτης κληρώσεως (27) 10 Ἀπριλίου 1908 θὰ ἐκδοθῶσι μόνον 300.000 τετραδραχμῶν γραμματίων ἀπὸ 1—300.000. Μόνον οἱ ἀριθμοὶ οὗτοι θὰ ταθῶσιν ἐντὸς τῆς κληρωτίδος κατὰ τὴν κλήρωσιν ταύτην. Κατόπιν θὰ ἐκδοθῶσι νέα γραμμάτια διὰ τὰς ἀκολούθους ἐξαμηνιαίας κληρώσεις μέχρις ἀριθ. 300.000 ἔως 1.000.000, θὰ προστεθῶσι δὲ ἐντὸς τῆς κληρωτίδος καὶ οἱ ἀνώτεροι ἀριθμοί. (191, 1802, 520, 1913)
article-separator (550, 1104, 750, 1105)
feuilleton-paragraph: — Πάλιν, σήμερα, ἡ κυρία μας τότε θὰ μᾶς ἀκούσῃ. Ἰδοὺ μὲν ἀνάγκη καὶ ἐπάνω. (6, 1489, 180, 1532)
article-text: Ἀλλ' ἡ ὁρισθεῖσα ἐπιτροπὴ διὰ τὴν δοκιμὴν τῶν τορπιλλῶν, ἀπεφάνθη ὅτι αὗται οὐχὶ μόνον δὲν ἐξεπλήρουν ὅλους τοὺς ὅρους τῆς συμβολαίου, ἀλλ' οὐδὲ καὶ νὰ τεθῶσιν εἰς χρῆσιν ἠδύναντο. Διὰ τοῦτο τὸ ὑπουργεῖον ἐζήτησε παρὰ τοῦ ἐργοστασίου σχετικὴν περὶ τῆς κατασκευῆς. Αἱ τορπίλλαι αὗται τῶν 90Α ἐκρήθησαν ὑπὸ τῆς Ἐπιτροπῆς ὡς ἀποπερατισθεῖσαι, ἀλλ' αἱ τῶν 90Α ἀπεδείχθησαν σύμφωνοι πρὸς τοὺς ὅρους τῆς συμβάσεως καὶ κατὰ συνέπειαν θὰ παραληφθῶσιν. (780, 495, 974, 719)
feuilleton-paragraph: — Καλῶς, εἶπε μὲ τὸ θάρρος του ὁ Ζουάν, καὶ ἐκάθησε δίπλα της περιμένων. (6, 1983, 180, 2026)
prize-cell: 100.000 (460, 1783, 508, 1796)
subheadline: ΒΑΣΙΛΕΩΣ ΚΑΙ ΠΡΩΘΥΠΟΥΡΓΟΥ (561, 977, 739, 991)
article-separator (209, 200, 501, 201)
article-text: Αἰτία τῆς ἀνόδου τοῦ Πρωθυπουργοῦ εἰς τὰ Ἀνάκτορα ἦτο ἡ ὑπογραφὴ διαφόρων διαταγμάτων. (531, 1053, 769, 1097)
column-5-protest (985, 135, 1230, 2038)
article-text: Βεβαίως ἐχρειάσθη ὁ ἐργολάβος τῆς ἀδιαφορίας διὰ νὰ πιστεύσῃ τὸ ὅτι ἀρκοῦν 4 μῆνες πρὸς τὴν ἀνέγερσιν τῆς καταστροφείσης πόλεως καὶ ἐπὶ τῶν μελέτων διὰ τῶν λόγων μία πόλις. (985, 734, 1230, 807)
headline-line-1: ΕΠΙ ΤΗΣ ΔΙΑΜΑΡΤΥΡΙΑΣ (1037, 42, 1426, 78)
headline: ΔΙΑΜΑΡΤΥΡΙΑ ΕΡΓΟΛΑΒΟΥ (1257, 471, 1470, 489)
column-rule (183, 37, 185, 2038)
feuilleton-paragraph: — Θέλετε νὰ πάρητε μαζί σας τὸν Ντοννὸ καὶ τὸ παιδί; ἠρώτησεν ὁ Ζουάν. (6, 1538, 180, 1581)
feuilleton-paragraph: — Ἡ μαδάμ, ἀγαπητή μου, τῆς εἶπεν ὁ Ζουάν, σφίγγων τὴν χεῖρα της... Εἶνε φίλος μας καὶ θέλει τὸ καλόν μας... (6, 644, 180, 702)
subheadline: Η ΣΥΝΕΔΡΙΑΣΙΣ ΤΟΥ ΣΥΜΒΟΥΛΙΟΥ (784, 770, 971, 784)
prize-row (201, 1698, 510, 1712)
prize-cell: 100.000 (366, 1684, 413, 1698)
subheadline: ΝΕΑ ΔΙΑΤΑΓΗ ΤΟΥ ΥΠΟΥΡΓΕΙΟΥ (267, 731, 443, 745)
feuilleton-paragraph: — Ναί, ἐγώ... ἀλλὰ... καὶ ὁ Ζουάν ὡς ἐξέτεινε τὸν τρομερὸν φωνὴν, τρέμουσα σύσσωμος. (6, 270, 180, 328)
headline: Ο ΑΛΒΑΝΟΣ ΑΔΦΕΡΔΙΜΠΟΡΟΣ (270, 438, 440, 452)
article-text: Ἀλλὰ δὲν ἀρκεῖ τοῦτο, ὑπάρχει προσέτι καὶ ὅτι τὸ Ὑπουργεῖον τῶν Οἰκονομικῶν τὴν 16 Νοεμβρίου 1907 μὲ διαταγὴν ὑπ' ἀριθ. 921 ἐζήτησε τὴν ἀποστολήν τοῦ Ἀριθ. 105.540 καὶ 106.379 ἐγγράφων τοῦ Οἰκονομικοῦ Ἐφόρου διὰ νὰ παραληφθῶσι τὰ ξύλα. (1240, 766, 1487, 869)
article-text: Καὶ ὅμως δὲν ἀμφιβάλλομεν ὅτι ἡ Κυβέρνησις ἐπαναλαμβάνουσα τῶν ἐργασιῶν τῆς Βουλῆς θὰ ζητήσῃ τὴν χειροκρότησιν τῶν ἀντιπροσώπων τοῦ Ἔθνους διὰ τὴν πρόνοιαν αὐτῆς καὶ τὰ συντονώτατα καὶ ἐπιχαίρετα μέτρα της. (1240, 278, 1487, 365)
subheadline: ΤΟΥ ΣΤΑΔΙΟΥ (597, 1125, 702, 1144)
feuilleton-paragraph: Καὶ ὁ ἀνὴρ κατέβη ἡσύχως πρὸς τὴν σκάλαν, καὶ ἡ θύρα ἐκλείσθη ὄπισθέν του χωρὶς θόρυβον. (6, 1777, 180, 1835)
article-text: Τηλεγραφικὴ ἀγγελία ἐλήφθη χθὲς εἰς τὸ ἐν Πειραιεῖ γραφεῖον τῆς Ἀσφαλιστικῆς Ἑταιρείας «Λόϋδ» ὅτι τὸ ὑπερωκεάνειον Ἑλληνικὸν ἀτμόπλοιον «Μαραγκάς» τοῦ ὁμωνύμου ἐφοπλιστοῦ εἰσερχόμενον εἰς τὸν λιμένα τοῦ Ἀλγερίου πρὸς ἀνθράκευσιν συνεκρούσθη μετὰ ἑτέρου πλοίου, ἐκ τοῦ ὁποίου ἐπέπεσον ἐπὶ τοῦ καταστρώματος τὰ χρησιμοποιούμενα ὑπὸ τῶν ἀτμοπλοίων. (531, 1276, 769, 1425)
prize-cell: » (436, 1712, 444, 1726)
lottery-date: Ἀθῆναι τῇ 1 Ἰανουαρίου 1908 (274, 2052, 437, 2065)
article-text: Τῆς συγκρούσεως ταύτης ἀποτέλεσμα ἦτο ἡ βλάβη τινῶν ἐκ τῶν στερεῶν τῆς μιᾶς πλευρᾶς τοῦ πλοίου. (531, 1429, 769, 1473)
prize-cell: 164.400 (460, 1755, 508, 1768)
continuation-note: (Συνέχεια ἐκ τοῦ 1ου) (1302, 489, 1424, 503)
subheadline: ΔΙΑ ΤΗΝ ΑΠΟΦΥΛΑΚΙΣΙΝ ΤΟΥ ΤΣΕΓΚΟΥ (798, 783, 957, 809)
column-rule (979, 37, 981, 2038)
feuilleton-paragraph: Κάθησε τώρα κάτω, τῆς εἶπεν ὁ Ζουάν. — Μὴ κινεῖσαι καὶ ἄκουε. (6, 756, 180, 799)
prize-cell: » (436, 1783, 444, 1796)
feuilleton-paragraph: (Ἀκολουθεῖ) (19, 1422, 84, 1435)
feuilleton-paragraph: Καὶ ὁλίγα βήματα τοῦ τράβηξεν εὐγενῶς τὸ ὡραῖον γεγονὸς τῆς κεφαλῆς του. (6, 334, 180, 377)
feuilleton-paragraph: Ἡ κυρία της πλαγίαζεν σκυμμένη, ἐπανῆλθεν εἰς τὴν θέσιν της. (6, 708, 180, 751)
feuilleton-paragraph: Ὁ Ντοννὸ εἶχεν ἀνεγείρει τὸν κύριον τῆς σκηνῆς. Ἡ κόρη ἐπέβλεψε τοῦ τροφοῦ καὶ ἐφάνη εἰς τὸ μέρος τῆς μελαγχολίας. (6, 192, 180, 265)
subheadline: ΤΟ ΑΝΑΦΕΝ ΖΗΤΗΜΑ (818, 809, 936, 823)
feuilleton-paragraph: Καὶ ἐζήτησε ἀπὸ τὸν ἄνδρα νὰ φέρῃ τὰ πράγματα κάτω· ἐκεῖνος ἀπήντησε ὅτι θὰ κάμῃ ὅ,τι τοῦ εἴπουν. (6, 1650, 180, 1708)
prize-cell: 2312 (203, 1769, 230, 1782)
feuilleton-paragraph: Ἰδοὺ ἡ θρυαλλίς... (19, 2353, 118, 2366)
subheadline: ΕΙΣ ΔΥΟ ΜΑΚΕΔΟΝΑΣ (590, 122, 710, 136)
article-text: Καὶ ἐνῷ ἐγίνετο ἡ κωμῳδία ἀλλάσσει φάσιν, ἀναμένων ἐπὶ τέλους ὁ ἐργολάβος τὴν θέσιν κατόπιν τῆς ἐκπρώσεως τῆς Κυβερνήσεως, ἡ κατηγορία τὴν ἀποκάλυψε ὅτι τὰ ξύλα ἐστάλησαν εἰς τὸν Βόλον, ἀλλὰ ὅτι οὐδὲν παραληφθὲν ἐφθάσαν εἰς Ἀγχίαλον. (985, 1059, 1230, 1162)
subheadline: ΤΟ ΕΡΓΟΣΤΑΣΙΟΝ ΕΚΠΤΩΤΟΝ (796, 253, 958, 267)
prize-cell: 25.000 (372, 1698, 413, 1712)
article-text: Καθ' ἀγγέλλεται τηλεγραφικῶς ἐκ Κωνσταντινουπόλεως ὑπὸ τοῦ Ἀθηναϊκοῦ Πρακτορείου, ἐσημειώθη προχθὲς αὐτόθι ἓν εἰσέτι κρούσμα χολέρας, τὸ ὁποῖον εἶνε τὸ ἔβδομον. (191, 136, 520, 194)
prize-row (201, 1755, 510, 1769)
prize-cell: » (436, 1755, 444, 1768)
headline-line-2: ΤΟΥ ΕΡΓΟΛΑΒΟΥ ΚΑΡΑΓΚΟΥ (995, 84, 1468, 120)
article-text: Καὶ ὅτι τοῦτο δυνατὸν νὰ ἀποδειχθῇ περιστατικῶν ἡ συζήτησις, ἐπὶ τῶν κατηγοριῶν διὰ τὴν κατάστασιν ταύτην καὶ ἀνοίξας περὶ τοῦ ζητήματος τὸ ἀνακριτικὸν ἔργον ἀπὸ τὰς 11 π. μ. (780, 1458, 974, 1562)
prize-cell: » (436, 1769, 444, 1782)
article-text: Κατὰ τηλεγράφημα τοῦ Ἀθηναϊκοῦ Πρακτορείου ἐκ Κωνσταντινουπόλεως, ὁ Σουλτᾶνος ἀπέκτησεν ἐκ μιᾶς τῶν συζύγων του θυγατέρα, ἥτις εἶνε τὸ τέταρτον τέκνον του. Σ. Σ. Τὴν ἀνωτέρω εἴδησιν ἐδημοσιεύσαμεν χθὲς ἐκ τηλεγραφήματος τοῦ ἐν Βερολίνῳ ἀνταποκριτοῦ μας. (191, 353, 520, 427)
article-text: Χθὲς τὸ ἀπόγευμα ὁ Πρωθυπουργὸς κ. Θεοτόκης ἀνῆλθεν εἰς τὰ Ἀνάκτορα καὶ συνεργάσθη ἐπὶ μακρὸν μετὰ τῆς Α. Μ. τοῦ Βασιλέως. (531, 990, 769, 1049)
article-text: Ὅθεν ἡ κήρυξις τῆς ἐκπτώσεως κατὰ τὸ ἄρθρον 4 τοῦ συμβολαίου εἶνε ἀδικαιολόγητος καὶ αὐθαίρετος, διότι ὁ ἐργολάβος ἐπρόσφερε τὸ ὑλικὸν ἐντὸς τῆς προθεσμίας καὶ ἡ Κυβέρνησις αὐτὴ ἀπέβη ὑπαίτιος, ὅθεν ὁ ἐργολάβος διαμαρτύρεται κατὰ τῆς Κυβερνήσεως καὶ ἐπιφυλάσσεται παντὸς δικαιώματός του. (1240, 1293, 1487, 1411)
prize-cell: 115.600 (460, 1769, 508, 1782)
subheadline: ΔΙΑ ΤΟ ΜΑΡΟΚΟΝ (580, 308, 720, 326)
lawyer-ad (6, 2391, 180, 2464)
article-text: Τὸ Συμβούλιον τῶν ἐν Ἀθήναις Πλημμελειοδικῶν, συνῆλθε χθὲς εἰς ἔγκλημα τῆς 11 π. μ. ὅπως ἀποφανθῇ ἐπὶ τῆς προτάσεως τοῦ Εἰσαγγελέως τῶν Πλημμελειοδικῶν κ. Λυκουρῆ περὶ ἀποφυλακίσεως τοῦ Τσέγκου, κατηγορουμένου ὑπὸ τοῦ κ. Βρυάκου περὶ ψευδορκίας. (780, 823, 974, 956)
feuilleton-paragraph: — Θὰ μὲ ἀκολουθήσῃς; — Ναί, ὅπου θέλεις... ἀπήντησεν ἐκείνη χαμηλοφώνως. (6, 2158, 180, 2201)
